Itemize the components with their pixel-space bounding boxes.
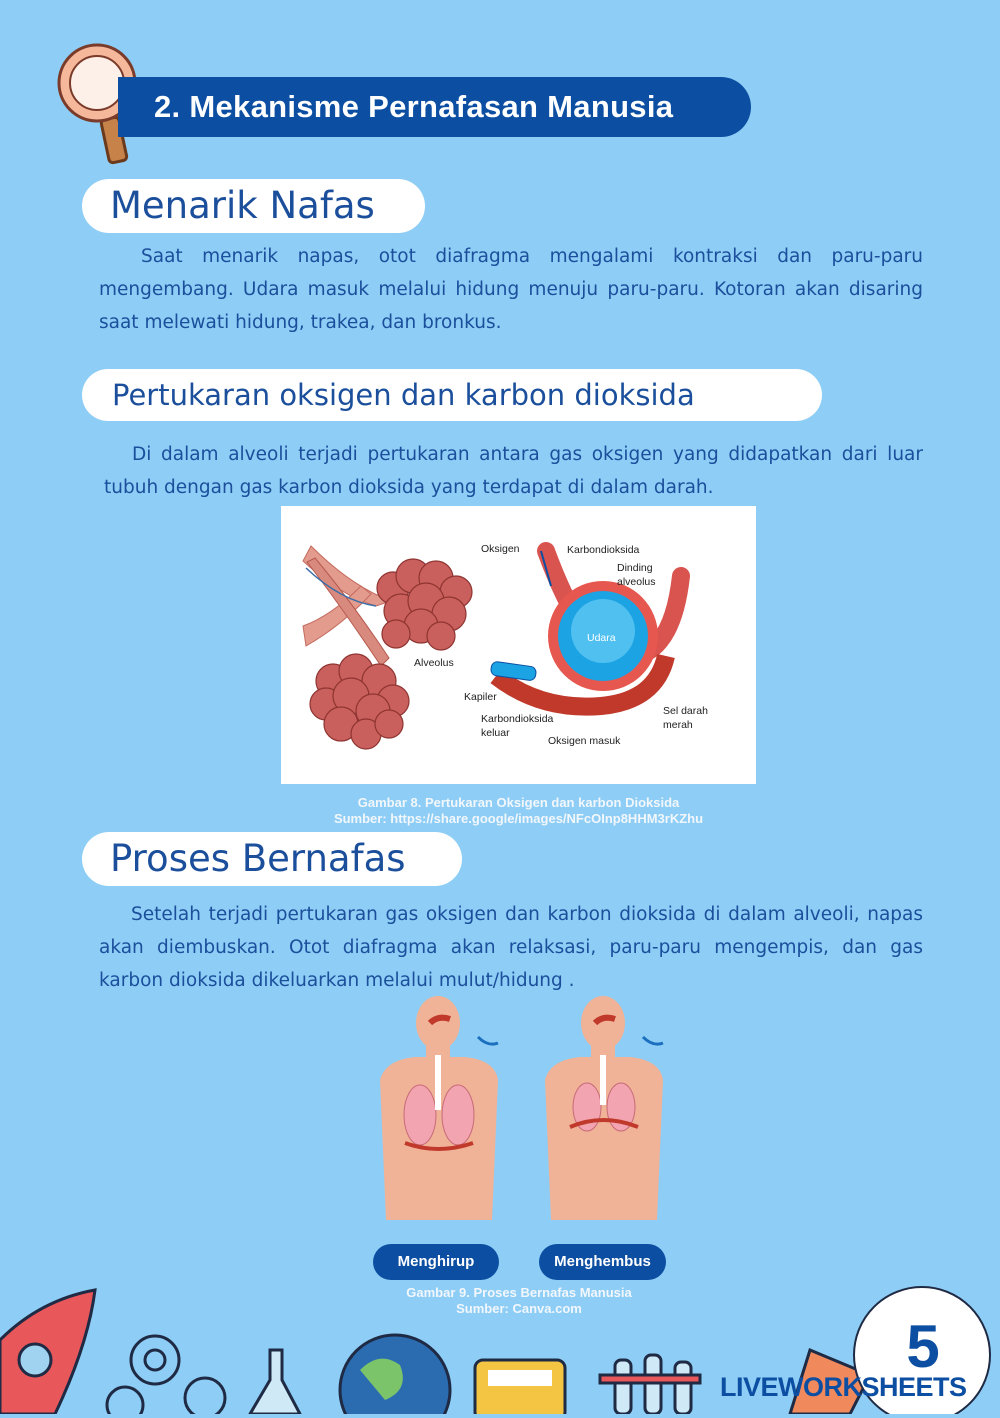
label-alveolus: Alveolus — [414, 657, 454, 669]
rocket-icon — [0, 1290, 95, 1414]
label-sel-darah: Sel darah — [663, 705, 708, 717]
label-karbondioksida: Karbondioksida — [567, 544, 640, 556]
label-co2-keluar-2: keluar — [481, 727, 510, 739]
alveolus-diagram — [281, 506, 756, 784]
inhale-button: Menghirup — [373, 1244, 499, 1280]
test-tubes-icon — [600, 1355, 700, 1414]
label-merah: merah — [663, 719, 693, 731]
label-udara: Udara — [587, 632, 616, 644]
flask-icon — [250, 1350, 300, 1414]
inhale-heading: Menarik Nafas — [82, 179, 425, 233]
section-title-banner: 2. Mekanisme Pernafasan Manusia — [118, 77, 751, 137]
liveworksheets-watermark: LIVEWORKSHEETS — [720, 1372, 967, 1402]
breathing-heading: Proses Bernafas — [82, 832, 462, 886]
exchange-paragraph: Di dalam alveoli terjadi pertukaran antara gas oksigen yang didapatkan dari luar tubuh dengan gas karbon dioksida yang terdapat di dalam darah. — [104, 444, 923, 498]
breathing-paragraph: Setelah terjadi pertukaran gas oksigen dan karbon dioksida di dalam alveoli, napas akan diembuskan. Otot diafragma akan relaksasi, paru-paru mengempis, dan gas karbon dioksida dikeluarkan melalui mulut/hidung . — [99, 904, 923, 991]
figure8-caption-source: Sumber: https://share.google/images/NFcOInp8HHM3rKZhu — [333, 811, 704, 826]
page-number: 5 — [906, 1313, 940, 1380]
label-dinding-alveolus: alveolus — [617, 576, 656, 588]
globe-icon — [340, 1335, 450, 1414]
gear-icon — [107, 1336, 225, 1414]
label-kapiler: Kapiler — [464, 691, 497, 703]
exchange-heading: Pertukaran oksigen dan karbon dioksida — [82, 369, 822, 421]
inhale-body — [380, 996, 498, 1220]
figure9-caption-source: Sumber: Canva.com — [456, 1301, 582, 1316]
label-dinding: Dinding — [617, 562, 653, 574]
exhale-body — [545, 996, 663, 1220]
label-oksigen: Oksigen — [481, 543, 520, 555]
exhale-button: Menghembus — [539, 1244, 666, 1280]
figure8-caption — [281, 795, 756, 827]
label-oksigen-masuk: Oksigen masuk — [548, 735, 621, 747]
figure9-caption-title: Gambar 9. Proses Bernafas Manusia — [406, 1285, 632, 1300]
figure8-caption-title: Gambar 8. Pertukaran Oksigen dan karbon Dioksida — [357, 795, 680, 810]
calculator-icon — [475, 1360, 565, 1414]
label-co2-keluar-1: Karbondioksida — [481, 713, 554, 725]
inhale-paragraph: Saat menarik napas, otot diafragma mengalami kontraksi dan paru-paru mengembang. Udara masuk melalui hidung menuju paru-paru. Kotoran akan disaring saat melewati hidung, trakea, dan bronkus. — [99, 246, 923, 333]
breathing-illustration — [370, 995, 670, 1230]
